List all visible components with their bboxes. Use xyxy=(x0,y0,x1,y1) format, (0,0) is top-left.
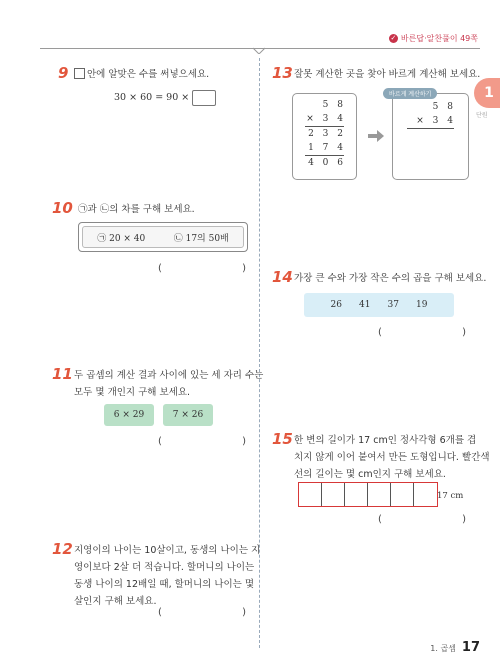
paren-close: ) xyxy=(242,263,246,274)
question-number-11: 11 xyxy=(52,365,73,383)
question-15-line3: 선의 길이는 몇 cm인지 구해 보세요. xyxy=(294,469,446,480)
check-icon: ✓ xyxy=(390,34,397,42)
number-item: 19 xyxy=(416,300,428,310)
question-9-prompt: 안에 알맞은 수를 써넣으세요. xyxy=(87,69,210,80)
question-12-line1: 지영이의 나이는 10살이고, 동생의 나이는 지 xyxy=(74,545,261,556)
square xyxy=(414,483,437,506)
paren-open: ( xyxy=(378,514,382,525)
question-15-line1: 한 변의 길이가 17 cm인 정사각형 6개를 겹 xyxy=(294,435,477,446)
answer-paren-10[interactable] xyxy=(158,263,246,274)
numbers-bar xyxy=(304,293,454,317)
question-12-line2: 영이보다 2살 더 적습니다. 할머니의 나이는 xyxy=(74,562,255,573)
item-a: ㉠ 20 × 40 xyxy=(97,233,146,244)
correct-calc-label: 바르게 계산하기 xyxy=(383,88,437,99)
arrow-right-icon xyxy=(368,130,384,142)
question-13-text: 잘못 계산한 곳을 찾아 바르게 계산해 보세요. xyxy=(294,69,481,80)
paren-close: ) xyxy=(462,327,466,338)
correct-calculation-box[interactable] xyxy=(392,93,469,180)
green-card-b: 7 × 26 xyxy=(163,404,213,426)
paren-close: ) xyxy=(462,514,466,525)
question-number-14: 14 xyxy=(272,268,293,286)
unit-tab-label: 단원 xyxy=(476,112,488,119)
question-11-text xyxy=(74,367,263,401)
paren-close: ) xyxy=(242,607,246,618)
paren-close: ) xyxy=(242,436,246,447)
paren-open: ( xyxy=(158,607,162,618)
chapter-label: 1. 곱셈 xyxy=(430,644,456,653)
paren-open: ( xyxy=(158,263,162,274)
question-15-line2: 치지 않게 이어 붙여서 만든 도형입니다. 빨간색 xyxy=(294,452,490,463)
question-10-text: ㉠과 ㉡의 차를 구해 보세요. xyxy=(78,204,195,215)
question-15-text xyxy=(294,432,490,483)
calc-row: 4 0 6 xyxy=(308,158,346,168)
number-item: 26 xyxy=(330,300,342,310)
answer-paren-15[interactable] xyxy=(378,514,466,525)
calc-row: 2 3 2 xyxy=(308,129,346,139)
calc-row: × 3 4 xyxy=(306,114,346,124)
page-footer xyxy=(430,640,480,655)
calc-row: × 3 4 xyxy=(416,116,456,126)
item-b: ㉡ 17의 50배 xyxy=(173,233,229,244)
unit-tab[interactable]: 1 xyxy=(474,78,500,108)
paren-open: ( xyxy=(378,327,382,338)
square xyxy=(345,483,368,506)
answer-link-label: 바른답·알찬풀이 49쪽 xyxy=(400,34,478,43)
question-number-10: 10 xyxy=(52,199,73,217)
question-number-9: 9 xyxy=(58,64,69,82)
page-number: 17 xyxy=(461,640,480,655)
square xyxy=(391,483,414,506)
question-number-13: 13 xyxy=(272,64,293,82)
answer-box[interactable] xyxy=(192,90,216,106)
question-11-line2: 모두 몇 개인지 구해 보세요. xyxy=(74,387,191,398)
answer-paren-12[interactable] xyxy=(158,607,246,618)
question-9-equation xyxy=(114,89,216,106)
answer-paren-11[interactable] xyxy=(158,436,246,447)
header-notch-icon xyxy=(253,44,265,54)
answer-link[interactable] xyxy=(389,33,478,44)
calc-row: 5 8 xyxy=(432,102,456,112)
question-9-text xyxy=(74,66,209,83)
number-item: 37 xyxy=(387,300,399,310)
question-10-card xyxy=(78,222,248,252)
question-12-line4: 살인지 구해 보세요. xyxy=(74,596,157,607)
calc-rule xyxy=(407,128,454,129)
side-length-label: 17 cm xyxy=(437,491,464,501)
blank-square-icon xyxy=(74,68,85,79)
six-squares-figure xyxy=(298,482,438,507)
equation-text: 30 × 60 = 90 × xyxy=(114,92,190,103)
green-card-a: 6 × 29 xyxy=(104,404,154,426)
square xyxy=(299,483,322,506)
square xyxy=(368,483,391,506)
number-item: 41 xyxy=(359,300,371,310)
wrong-calculation xyxy=(292,93,357,180)
question-number-15: 15 xyxy=(272,430,293,448)
question-11-line1: 두 곱셈의 계산 결과 사이에 있는 세 자리 수는 xyxy=(74,370,264,381)
square xyxy=(322,483,345,506)
question-12-line3: 동생 나이의 12배일 때, 할머니의 나이는 몇 xyxy=(74,579,255,590)
question-number-12: 12 xyxy=(52,540,73,558)
question-12-text xyxy=(74,542,260,610)
calc-row: 1 7 4 xyxy=(308,143,346,153)
question-14-text: 가장 큰 수와 가장 작은 수의 곱을 구해 보세요. xyxy=(294,273,487,284)
calc-row: 5 8 xyxy=(322,100,346,110)
answer-paren-14[interactable] xyxy=(378,327,466,338)
paren-open: ( xyxy=(158,436,162,447)
